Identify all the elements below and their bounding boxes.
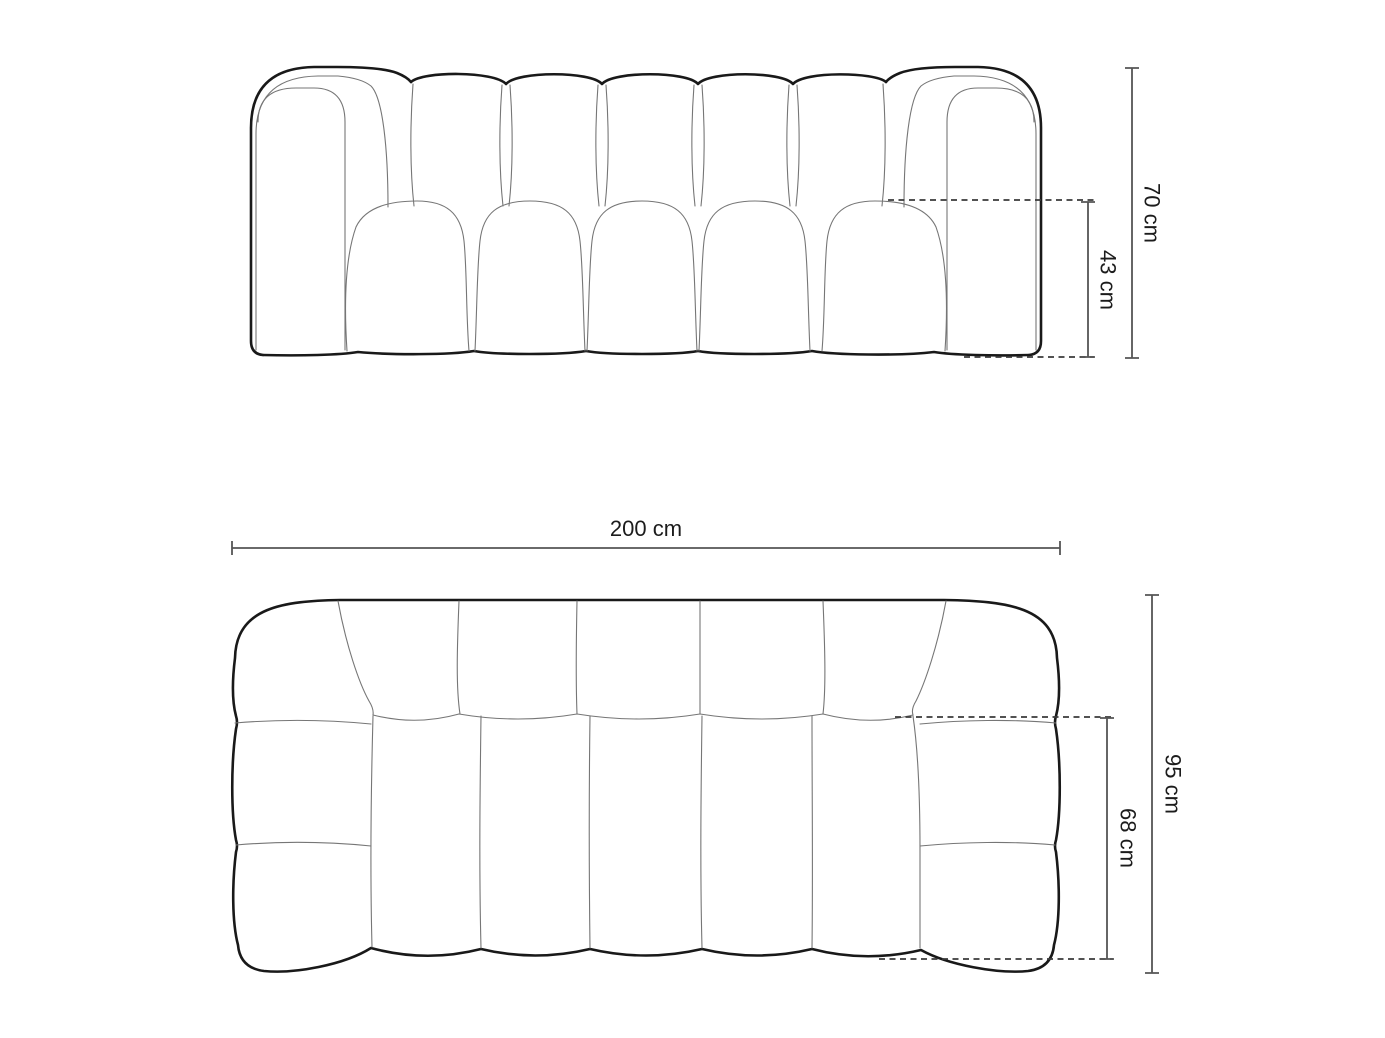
- top-backrest-boundary: [373, 714, 913, 720]
- top-outer-outline: [232, 600, 1060, 972]
- front-bottom-edge: [263, 351, 1029, 355]
- front-seat-cushions: [346, 201, 947, 351]
- width-dimension-line: [232, 541, 1060, 555]
- front-view: [251, 67, 1165, 358]
- height-dimension-label: 70 cm: [1139, 183, 1165, 243]
- seat-height-dimension-line: [1081, 202, 1095, 357]
- seat-depth-dimension-label: 68 cm: [1115, 808, 1141, 868]
- front-back-cushion-seams: [411, 84, 885, 206]
- front-right-arm-panel: [947, 88, 1034, 350]
- seat-height-dimension-label: 43 cm: [1095, 250, 1121, 310]
- top-arm-inner-edges: [371, 716, 920, 948]
- top-arm-junction-curves: [338, 601, 946, 715]
- width-dimension-label: 200 cm: [609, 516, 683, 541]
- top-seat-cushion-seams: [480, 716, 813, 948]
- front-back-cushion-arcs: [411, 74, 886, 84]
- top-back-cushion-seams: [457, 601, 825, 714]
- depth-dimension-label: 95 cm: [1160, 754, 1186, 814]
- depth-dimension-line: [1145, 595, 1159, 973]
- front-left-arm-outline: [251, 67, 411, 355]
- height-dimension-line: [1125, 68, 1139, 358]
- top-arm-segment-seams: [235, 720, 1056, 846]
- top-view: [232, 516, 1186, 973]
- front-right-arm-outline: [886, 67, 1041, 355]
- front-left-arm-panel: [258, 88, 345, 350]
- seat-depth-dimension-line: [1100, 718, 1114, 959]
